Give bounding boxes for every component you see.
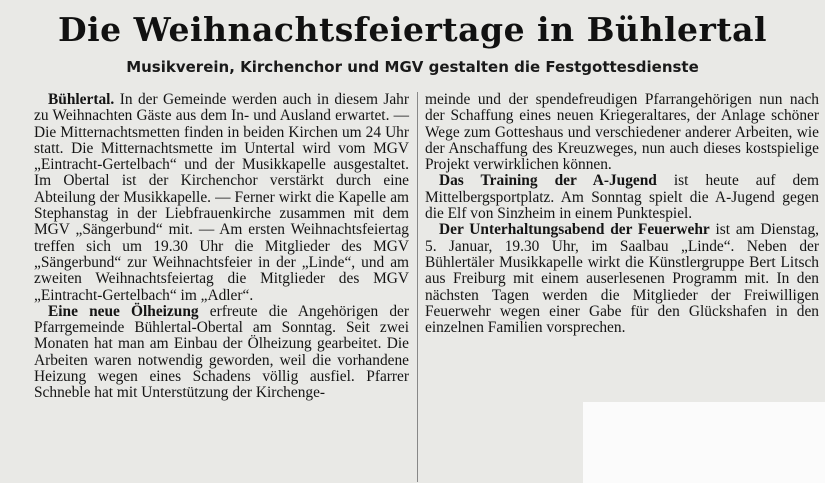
paragraph-text: meinde und der spendefreudigen Pfarrangehörigen nun nach der Schaffung eines neuen Kriegeraltares, der Anlage schöner Wege zum Gotteshaus und verschiedener anderer Arbeiten, wie der Anschaffung des Kreuzweges, nun auch dieses kostspielige Projekt verwirklichen können. [425,91,819,174]
paragraph-lead: Das Training der A-Jugend [439,172,657,190]
paragraph-fire-brigade-evening [425,222,819,336]
left-column [34,92,409,402]
paragraph-lead: Bühlertal. [48,91,115,108]
paragraph-youth-training [425,173,819,222]
paragraph-oil-heating-continued [425,92,819,173]
right-column [425,92,819,336]
paragraph-text: In der Gemeinde werden auch in diesem Jahr zu Weihnachten Gäste aus dem In- und Ausland erwartet. — Die Mitternachtsmetten finden in beiden Kirchen um 24 Uhr statt. Die Mitternachtsmette im Untertal wird vom MGV „Eintracht-Gertelbach“ und der Musikkapelle ausgestaltet. Im Obertal ist der Kirchenchor verstärkt durch eine Abteilung der Musikkapelle. — Ferner wirkt die Kapelle am Stephanstag in der Liebfrauenkirche zusammen mit dem MGV „Sängerbund“ mit. — Am ersten Weihnachtsfeiertag treffen sich um 19.30 Uhr die Mitglieder des MGV „Sängerbund“ zur Weihnachtsfeier in der „Linde“, und am zweiten Weihnachtsfeiertag die Mitglieder des MGV „Eintracht-Gertelbach“ im „Adler“. [34,91,409,304]
paragraph-oil-heating [34,304,409,402]
paragraph-text: ist am Dienstag, 5. Januar, 19.30 Uhr, im Saalbau „Linde“. Neben der Bühlertäler Musikkapelle wirkt die Künstlergruppe Bert Litsch aus Freiburg mit einem auserlesenen Programm mit. In den nächsten Tagen werden die Mitglieder der Freiwilligen Feuerwehr wegen einer Gabe für den Glückshafen in den einzelnen Familien vorsprechen. [425,221,819,337]
paragraph-lead: Der Unterhaltungsabend der Feuerwehr [439,221,710,239]
article-subheadline: Musikverein, Kirchenchor und MGV gestalten die Festgottesdienste [126,58,699,76]
column-divider [417,92,418,482]
paragraph-text: erfreute die Angehörigen der Pfarrgemeinde Bühlertal-Obertal am Sonntag. Seit zwei Monaten hat man am Einbau der Ölheizung gearbeitet. Die Arbeiten waren notwendig geworden, weil die vorhandene Heizung wegen eines Schadens völlig ausfiel. Pfarrer Schneble hat mit Unterstützung der Kirchenge- [34,302,409,402]
paragraph-christmas-masses [34,92,409,304]
paragraph-text: ist heute auf dem Mittelbergsportplatz. Am Sonntag spielt die A-Jugend gegen die Elf von Sinzheim in einem Punktespiel. [425,172,819,223]
article-headline: Die Weihnachtsfeiertage in Bühlertal [57,10,768,49]
blank-paper-area [583,402,825,483]
paragraph-lead: Eine neue Ölheizung [48,302,199,320]
